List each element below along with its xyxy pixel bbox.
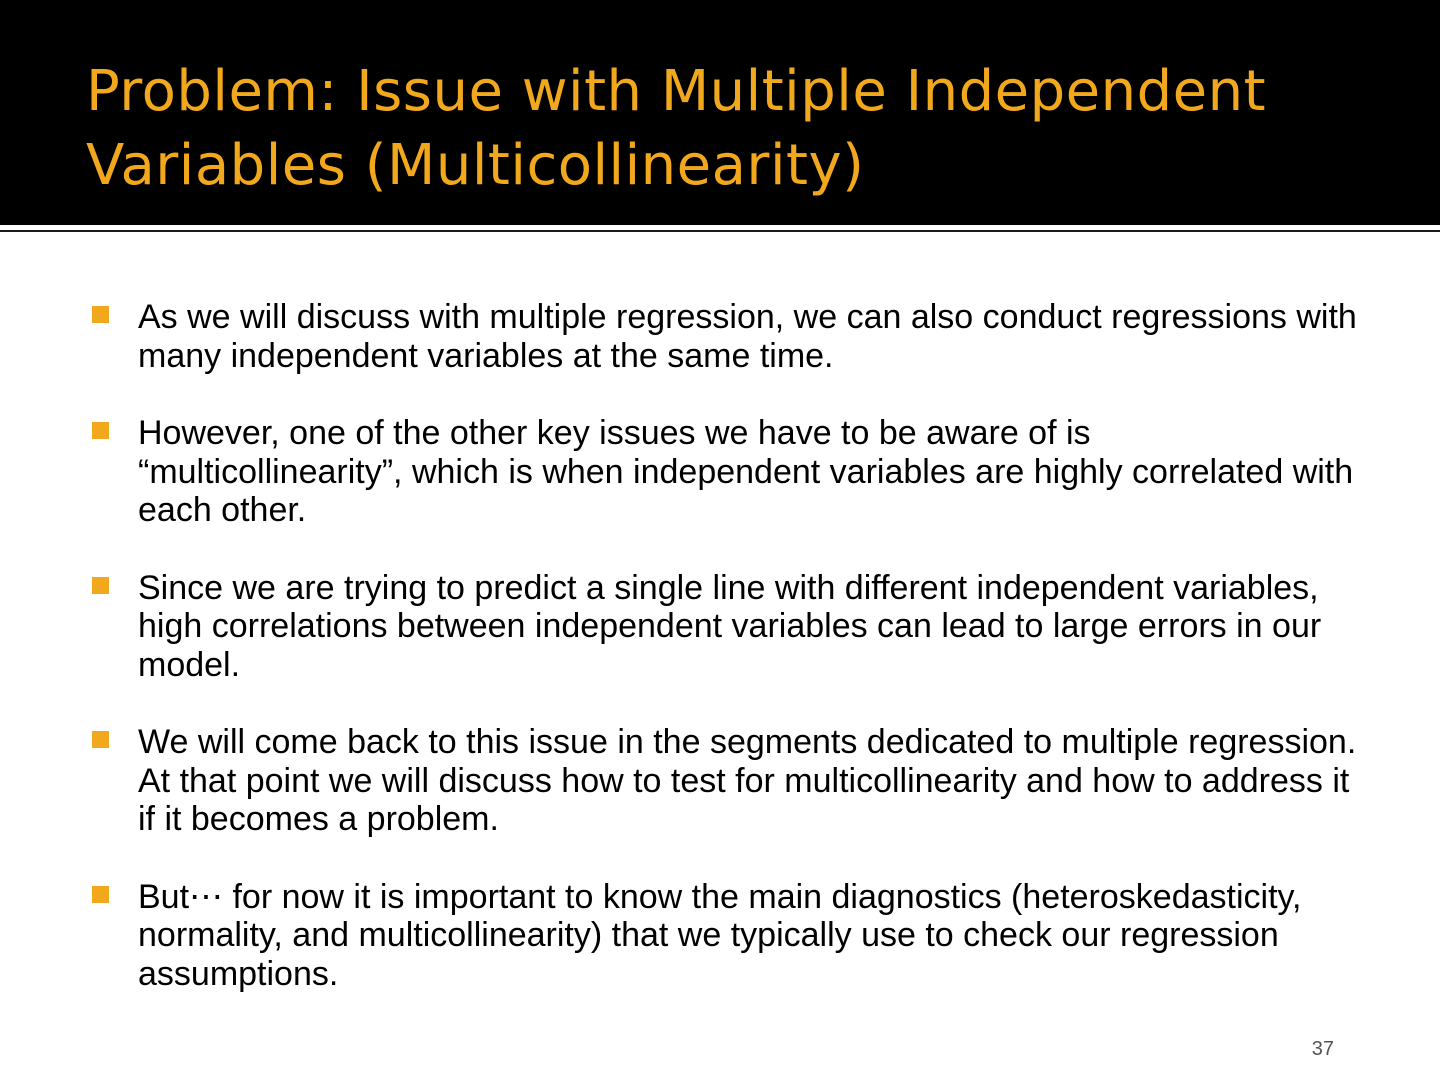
bullet-item <box>0 723 1358 839</box>
page-number: 37 <box>1311 1038 1334 1060</box>
title-divider-thin <box>0 230 1440 232</box>
square-bullet-icon <box>92 886 109 903</box>
bullet-item <box>0 298 1358 375</box>
square-bullet-icon <box>92 306 109 323</box>
bullet-list <box>0 298 1440 1032</box>
title-divider-thick <box>0 225 1440 228</box>
title-band <box>0 0 1440 225</box>
bullet-item <box>0 414 1358 530</box>
slide-title: Problem: Issue with Multiple Independent Variables (Multicollinearity) <box>86 59 1267 198</box>
bullet-text: We will come back to this issue in the segments dedicated to multiple regression. At that point we will discuss how to test for multicollinearity and how to address it if it becomes a problem. <box>138 723 1357 838</box>
square-bullet-icon <box>92 577 109 594</box>
bullet-item <box>0 878 1358 994</box>
bullet-text: But⋯ for now it is important to know the main diagnostics (heteroskedasticity, normality, and multicollinearity) that we typically use to check our regression assumptions. <box>138 877 1302 993</box>
bullet-text: Since we are trying to predict a single line with different independent variables, high correlations between independent variables can lead to large errors in our model. <box>138 568 1322 684</box>
square-bullet-icon <box>92 731 109 748</box>
bullet-text: However, one of the other key issues we have to be aware of is “multicollinearity”, which is when independent variables are highly correlated with each other. <box>138 414 1354 529</box>
bullet-item <box>0 569 1358 685</box>
bullet-text: As we will discuss with multiple regression, we can also conduct regressions with many independent variables at the same time. <box>138 298 1357 375</box>
square-bullet-icon <box>92 422 109 439</box>
